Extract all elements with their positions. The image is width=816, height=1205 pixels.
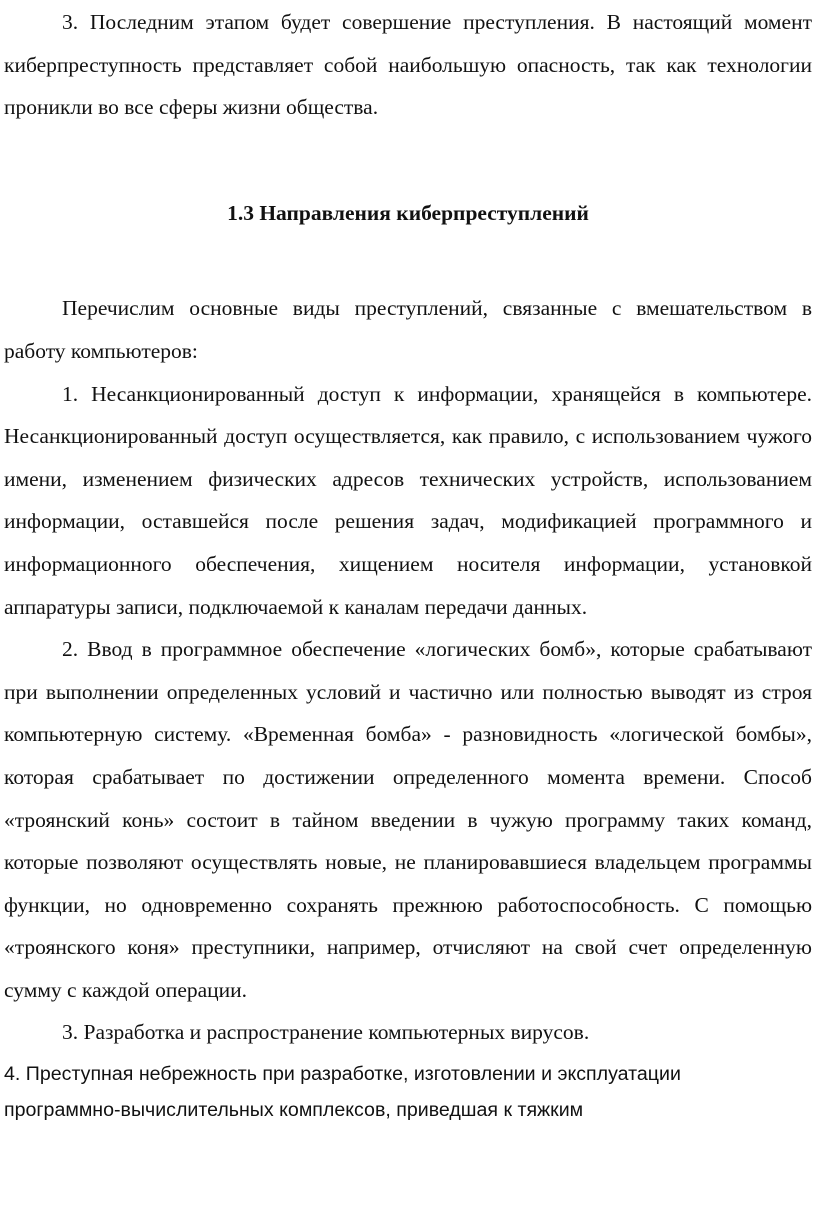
- spacer: [4, 129, 812, 192]
- list-item-4-line-2: программно-вычислительных комплексов, приведшая к тяжким: [4, 1099, 584, 1122]
- section-heading: 1.3 Направления киберпреступлений: [227, 200, 589, 225]
- list-item-2: 2. Ввод в программное обеспечение «логических бомб», которые срабатывают при выполнении определенных условий и частично или полностью выводят из строя компьютерную систему. «Временная бомба» - разновидность «логической бомбы», которая срабатывает по достижении определенного момента времени. Способ «троянский конь» состоит в тайном введении в чужую программу таких команд, которые позволяют осуществлять новые, не планировавшиеся владельцем программы функции, но одновременно сохранять прежнюю работоспособность. С помощью «троянского коня» преступники, например, отчисляют на свой счет определенную сумму с каждой операции.: [4, 637, 812, 1002]
- spacer: [4, 234, 812, 287]
- list-item-1: 1. Несанкционированный доступ к информации, хранящейся в компьютере. Несанкционированный доступ осуществляется, как правило, с использованием чужого имени, изменением физических адресов технических устройств, использованием информации, оставшейся после решения задач, модификацией программного и информационного обеспечения, хищением носителя информации, установкой аппаратуры записи, подключаемой к каналам передачи данных.: [4, 381, 812, 619]
- list-item-3: 3. Разработка и распространение компьютерных вирусов.: [62, 1020, 590, 1045]
- paragraph-intro: Перечислим основные виды преступлений, связанные с вмешательством в работу компьютеров:: [4, 296, 812, 363]
- list-item-4-line-1: 4. Преступная небрежность при разработке, изготовлении и эксплуатации: [4, 1063, 681, 1086]
- paragraph-final-stage: 3. Последним этапом будет совершение преступления. В настоящий момент киберпреступность представляет собой наибольшую опасность, так как технологии проникли во все сферы жизни общества.: [4, 10, 812, 120]
